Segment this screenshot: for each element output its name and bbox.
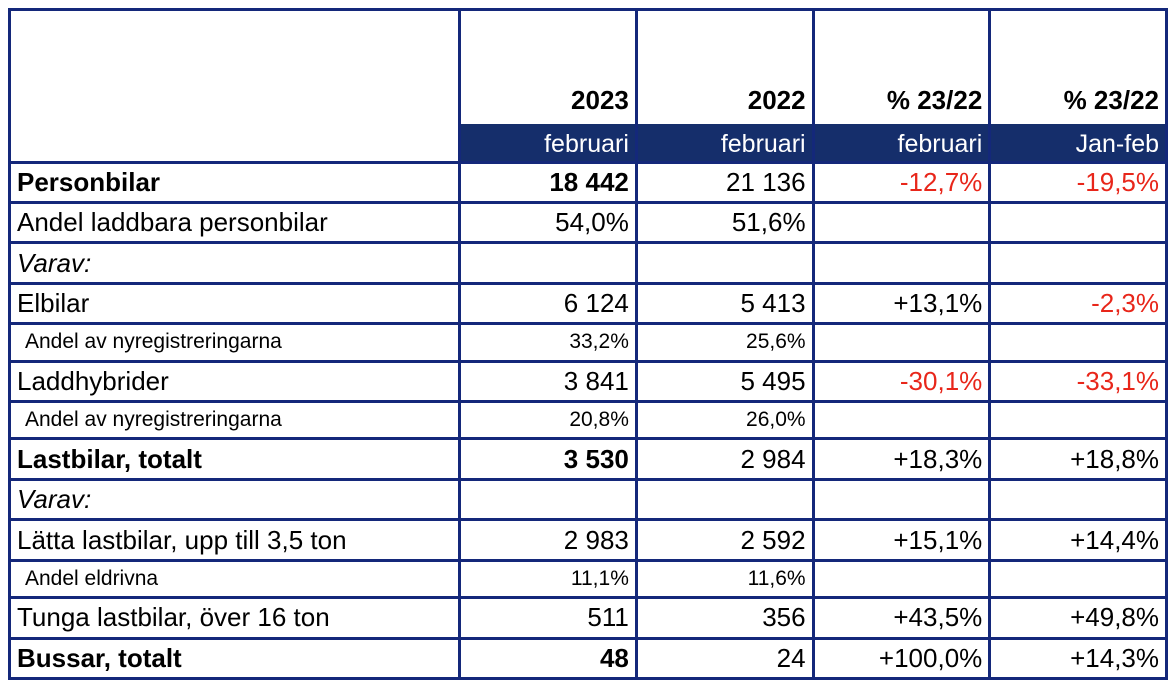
cell-2022	[636, 479, 813, 519]
cell-2023: 48	[460, 638, 637, 678]
table-row	[10, 162, 1167, 202]
cell-2022: 25,6%	[636, 324, 813, 361]
header-row-years	[10, 10, 1167, 125]
header-corner	[10, 10, 460, 125]
cell-2022: 24	[636, 638, 813, 678]
cell-2022: 5 495	[636, 361, 813, 401]
period-pct-feb: februari	[813, 124, 990, 162]
cell-2022: 21 136	[636, 162, 813, 202]
cell-pct-janfeb	[990, 324, 1167, 361]
table-row	[10, 402, 1167, 439]
period-pct-janfeb: Jan-feb	[990, 124, 1167, 162]
cell-2022: 356	[636, 598, 813, 638]
cell-pct-janfeb	[990, 243, 1167, 283]
cell-pct-janfeb	[990, 402, 1167, 439]
cell-2023: 511	[460, 598, 637, 638]
cell-pct-feb: -30,1%	[813, 361, 990, 401]
cell-2022: 11,6%	[636, 560, 813, 597]
cell-2022	[636, 243, 813, 283]
cell-pct-feb: +43,5%	[813, 598, 990, 638]
row-label: Andel laddbara personbilar	[10, 203, 460, 243]
table-row	[10, 243, 1167, 283]
cell-2023: 18 442	[460, 162, 637, 202]
row-label: Varav:	[10, 243, 460, 283]
cell-pct-feb	[813, 324, 990, 361]
cell-2022: 51,6%	[636, 203, 813, 243]
cell-pct-feb	[813, 243, 990, 283]
cell-2023: 54,0%	[460, 203, 637, 243]
row-label: Laddhybrider	[10, 361, 460, 401]
cell-2023: 11,1%	[460, 560, 637, 597]
row-label: Varav:	[10, 479, 460, 519]
cell-pct-janfeb	[990, 560, 1167, 597]
cell-2023: 3 841	[460, 361, 637, 401]
header-year-2022: 2022	[636, 10, 813, 125]
cell-pct-janfeb: -33,1%	[990, 361, 1167, 401]
cell-2023: 3 530	[460, 439, 637, 479]
cell-2023: 20,8%	[460, 402, 637, 439]
period-2023: februari	[460, 124, 637, 162]
period-2022: februari	[636, 124, 813, 162]
table-row	[10, 598, 1167, 638]
table-row	[10, 361, 1167, 401]
row-label: Lastbilar, totalt	[10, 439, 460, 479]
cell-pct-janfeb	[990, 203, 1167, 243]
header-row-periods	[10, 124, 1167, 162]
cell-2023: 6 124	[460, 283, 637, 323]
table-row	[10, 283, 1167, 323]
header-pct-feb: % 23/22	[813, 10, 990, 125]
cell-pct-janfeb: +18,8%	[990, 439, 1167, 479]
header-year-2023: 2023	[460, 10, 637, 125]
table-row	[10, 479, 1167, 519]
cell-pct-feb	[813, 560, 990, 597]
cell-2023	[460, 479, 637, 519]
cell-2022: 26,0%	[636, 402, 813, 439]
cell-2023: 2 983	[460, 520, 637, 560]
cell-pct-feb: +18,3%	[813, 439, 990, 479]
row-label: Bussar, totalt	[10, 638, 460, 678]
cell-2023: 33,2%	[460, 324, 637, 361]
table-row	[10, 324, 1167, 361]
cell-pct-feb: +100,0%	[813, 638, 990, 678]
table-row	[10, 520, 1167, 560]
cell-pct-janfeb	[990, 479, 1167, 519]
cell-2022: 2 984	[636, 439, 813, 479]
cell-pct-janfeb: -19,5%	[990, 162, 1167, 202]
table-row	[10, 560, 1167, 597]
cell-2022: 2 592	[636, 520, 813, 560]
cell-pct-janfeb: +14,3%	[990, 638, 1167, 678]
row-label: Tunga lastbilar, över 16 ton	[10, 598, 460, 638]
header-corner-lower	[10, 124, 460, 162]
cell-pct-feb	[813, 402, 990, 439]
cell-pct-feb: -12,7%	[813, 162, 990, 202]
header-pct-janfeb: % 23/22	[990, 10, 1167, 125]
row-label: Andel eldrivna	[10, 560, 460, 597]
table-row	[10, 638, 1167, 678]
registration-table	[8, 8, 1168, 680]
cell-pct-janfeb: -2,3%	[990, 283, 1167, 323]
row-label: Andel av nyregistreringarna	[10, 324, 460, 361]
cell-pct-janfeb: +49,8%	[990, 598, 1167, 638]
cell-pct-feb: +13,1%	[813, 283, 990, 323]
cell-2023	[460, 243, 637, 283]
row-label: Elbilar	[10, 283, 460, 323]
table-row	[10, 203, 1167, 243]
cell-pct-feb	[813, 479, 990, 519]
cell-pct-janfeb: +14,4%	[990, 520, 1167, 560]
cell-pct-feb	[813, 203, 990, 243]
cell-pct-feb: +15,1%	[813, 520, 990, 560]
row-label: Lätta lastbilar, upp till 3,5 ton	[10, 520, 460, 560]
row-label: Andel av nyregistreringarna	[10, 402, 460, 439]
table-row	[10, 439, 1167, 479]
cell-2022: 5 413	[636, 283, 813, 323]
row-label: Personbilar	[10, 162, 460, 202]
